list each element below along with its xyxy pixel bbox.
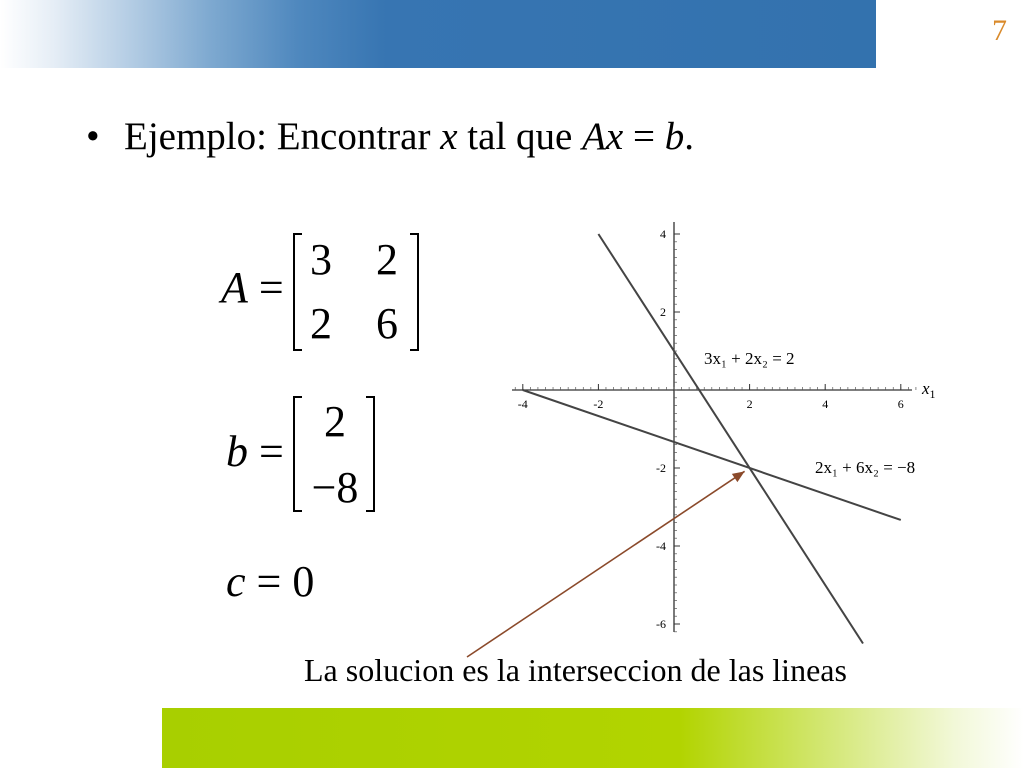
scalar-c-equals: = bbox=[256, 557, 282, 606]
title-var-b: b bbox=[664, 115, 685, 158]
vector-b-cell-1: −8 bbox=[311, 463, 359, 512]
series-line-1 bbox=[598, 234, 863, 644]
title-text-mid: tal que bbox=[457, 115, 583, 158]
y-tick-label: -2 bbox=[656, 461, 666, 475]
x-tick-label: 2 bbox=[746, 397, 753, 411]
matrix-a-label: A bbox=[221, 263, 248, 312]
vector-b-label: b bbox=[226, 427, 248, 476]
x-tick-label: -4 bbox=[517, 397, 528, 411]
y-tick-label: -4 bbox=[656, 539, 666, 553]
footer-gradient-bar bbox=[162, 708, 1024, 768]
vector-b-cell-0: 2 bbox=[324, 397, 346, 446]
y-tick-label: 4 bbox=[660, 227, 666, 241]
matrix-a-cell-11: 6 bbox=[376, 299, 398, 348]
title-text-prefix: Ejemplo: Encontrar bbox=[124, 115, 441, 158]
scalar-c-value: 0 bbox=[292, 557, 315, 606]
x-axis-label: $x_1$ bbox=[922, 379, 936, 401]
bullet: • bbox=[86, 115, 100, 158]
line2-label: 2x₁ + 6x₂ = −8 bbox=[815, 458, 916, 477]
title-expr-ax: Ax bbox=[582, 115, 624, 158]
y-tick-label: 2 bbox=[660, 305, 666, 319]
title-var-x: x bbox=[440, 115, 458, 158]
slide-number: 7 bbox=[992, 14, 1007, 47]
matrix-a-cell-01: 2 bbox=[376, 235, 398, 284]
title-equals: = bbox=[623, 115, 665, 158]
intersection-arrowhead bbox=[732, 471, 745, 482]
x-tick-label: 4 bbox=[822, 397, 829, 411]
y-tick-label: -6 bbox=[656, 617, 666, 631]
scalar-c-label: c bbox=[226, 557, 246, 606]
title-period: . bbox=[684, 115, 694, 158]
x-tick-label: 6 bbox=[897, 397, 904, 411]
matrix-a-equals: = bbox=[258, 263, 284, 312]
x-tick-label: -2 bbox=[593, 397, 604, 411]
caption: La solucion es la interseccion de las lineas bbox=[304, 652, 847, 688]
line1-label: 3x₁ + 2x₂ = 2 bbox=[704, 349, 795, 368]
matrix-a-cell-00: 3 bbox=[310, 235, 332, 284]
matrix-a-cell-10: 2 bbox=[310, 299, 332, 348]
vector-b-equals: = bbox=[259, 427, 284, 476]
intersection-arrow bbox=[467, 471, 745, 657]
